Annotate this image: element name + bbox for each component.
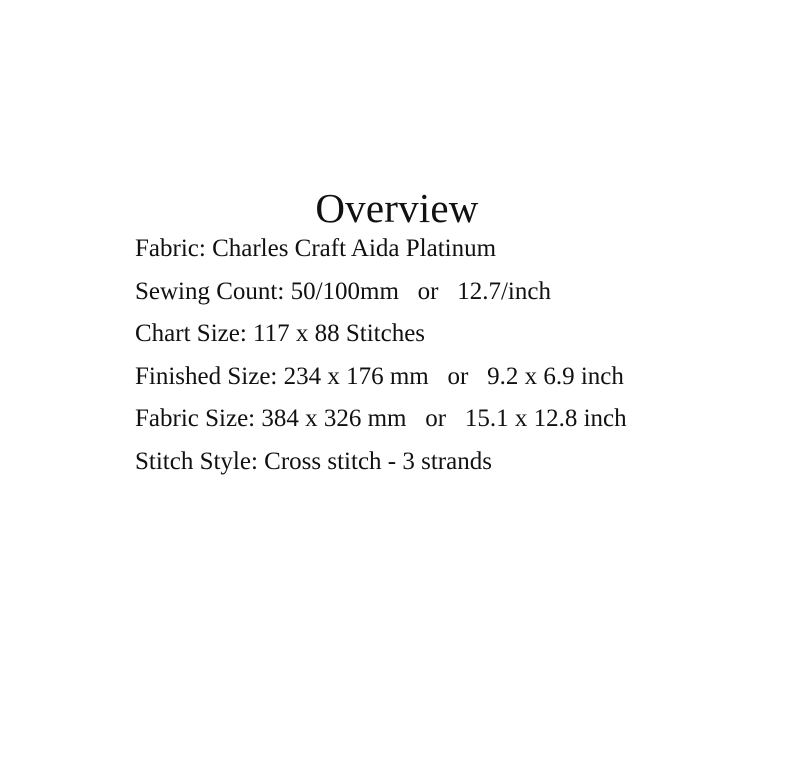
finished-size-line: Finished Size: 234 x 176 mm or 9.2 x 6.9 inch	[135, 362, 624, 390]
fabric-line: Fabric: Charles Craft Aida Platinum	[135, 235, 497, 262]
page-title: Overview	[315, 185, 479, 232]
stitch-style-line: Stitch Style: Cross stitch - 3 strands	[135, 447, 492, 475]
fabric-size-line: Fabric Size: 384 x 326 mm or 15.1 x 12.8 inch	[135, 405, 627, 433]
pattern-details-list	[135, 228, 775, 484]
chart-size-line: Chart Size: 117 x 88 Stitches	[135, 320, 426, 348]
sewing-count-line: Sewing Count: 50/100mm or 12.7/inch	[135, 277, 551, 305]
